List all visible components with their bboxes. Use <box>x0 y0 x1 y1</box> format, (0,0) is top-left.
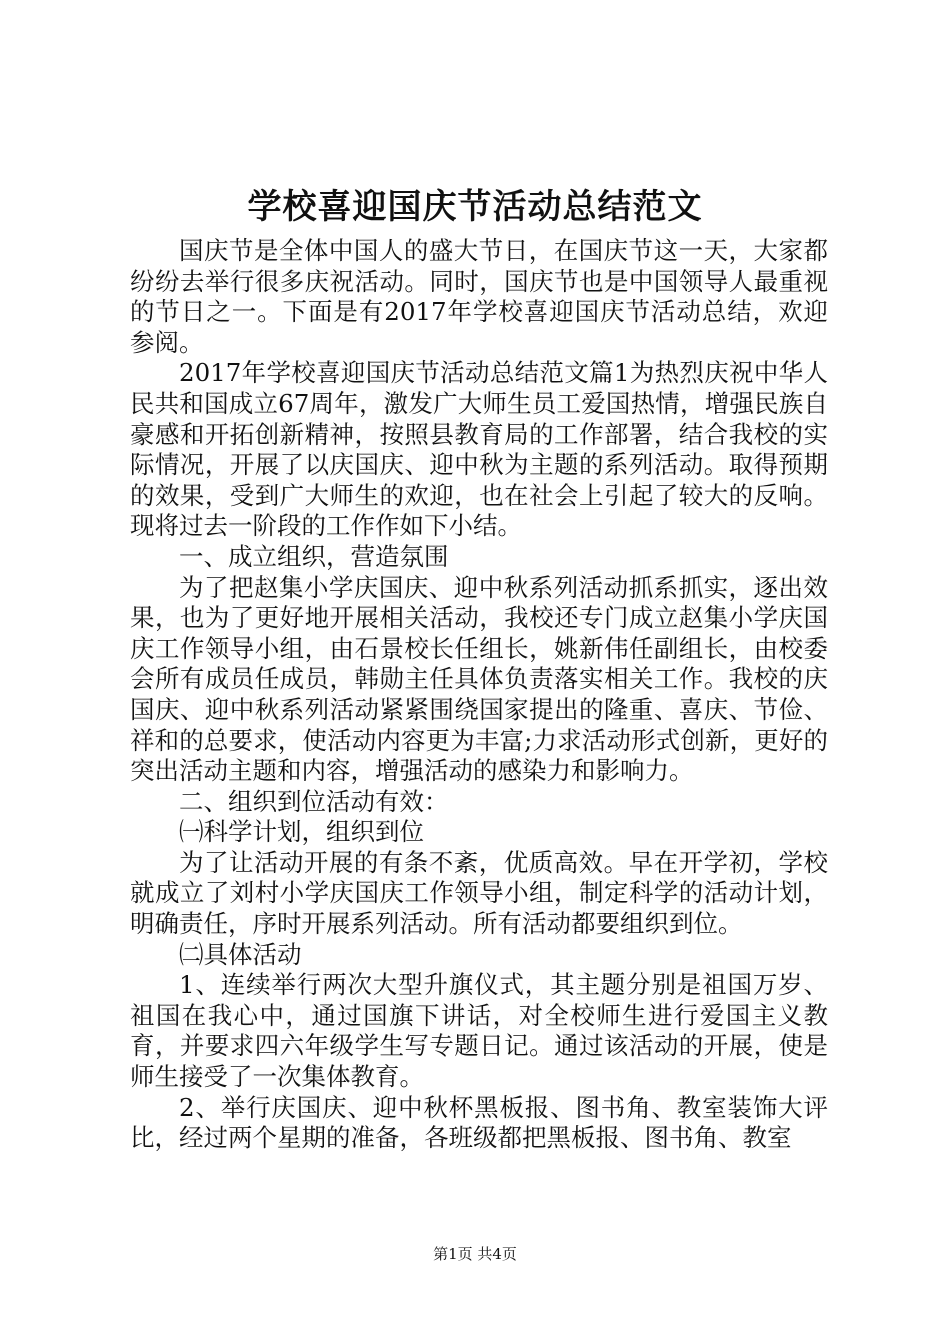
subheading-activities: ㈡具体活动 <box>179 939 302 969</box>
subheading-plan: ㈠科学计划，组织到位 <box>179 817 424 847</box>
section-heading-2: 二、组织到位活动有效： <box>179 786 449 816</box>
document-title: 学校喜迎国庆节活动总结范文 <box>247 187 703 227</box>
paragraph-organization: 为了把赵集小学庆国庆、迎中秋系列活动抓系抓实，逐出效果，也为了更好地开展相关活动，我校还专门成立赵集小学庆国庆工作领导小组，由石景校长任组长，姚新伟任副组长，由校委会所有成员任成员，韩勋主任具体负责落实相关工作。我校的庆国庆、迎中秋系列活动紧紧围绕国家提出的隆重、喜庆、节俭、祥和的总要求，使活动内容更为丰富;力求活动形式创新，更好的突出活动主题和内容，增强活动的感染力和影响力。 <box>130 572 828 786</box>
paragraph-activity-2: 2、举行庆国庆、迎中秋杯黑板报、图书角、教室装饰大评比，经过两个星期的准备，各班级都把黑板报、图书角、教室 <box>130 1092 828 1153</box>
paragraph-plan: 为了让活动开展的有条不紊，优质高效。早在开学初，学校就成立了刘村小学庆国庆工作领导小组，制定科学的活动计划，明确责任，序时开展系列活动。所有活动都要组织到位。 <box>130 847 828 939</box>
page-number-footer: 第1页 共4页 <box>433 1245 517 1263</box>
paragraph-overview: 2017年学校喜迎国庆节活动总结范文篇1为热烈庆祝中华人民共和国成立67周年，激发广大师生员工爱国热情，增强民族自豪感和开拓创新精神，按照县教育局的工作部署，结合我校的实际情况，开展了以庆国庆、迎中秋为主题的系列活动。取得预期的效果，受到广大师生的欢迎，也在社会上引起了较大的反响。现将过去一阶段的工作作如下小结。 <box>130 358 828 541</box>
paragraph-intro: 国庆节是全体中国人的盛大节日，在国庆节这一天，大家都纷纷去举行很多庆祝活动。同时，国庆节也是中国领导人最重视的节日之一。下面是有2017年学校喜迎国庆节活动总结，欢迎参阅。 <box>130 236 828 357</box>
paragraph-activity-1: 1、连续举行两次大型升旗仪式，其主题分别是祖国万岁、祖国在我心中，通过国旗下讲话，对全校师生进行爱国主义教育，并要求四六年级学生写专题日记。通过该活动的开展，使是师生接受了一次集体教育。 <box>130 970 828 1092</box>
section-heading-1: 一、成立组织，营造氛围 <box>179 541 449 571</box>
document-body <box>130 236 828 1154</box>
